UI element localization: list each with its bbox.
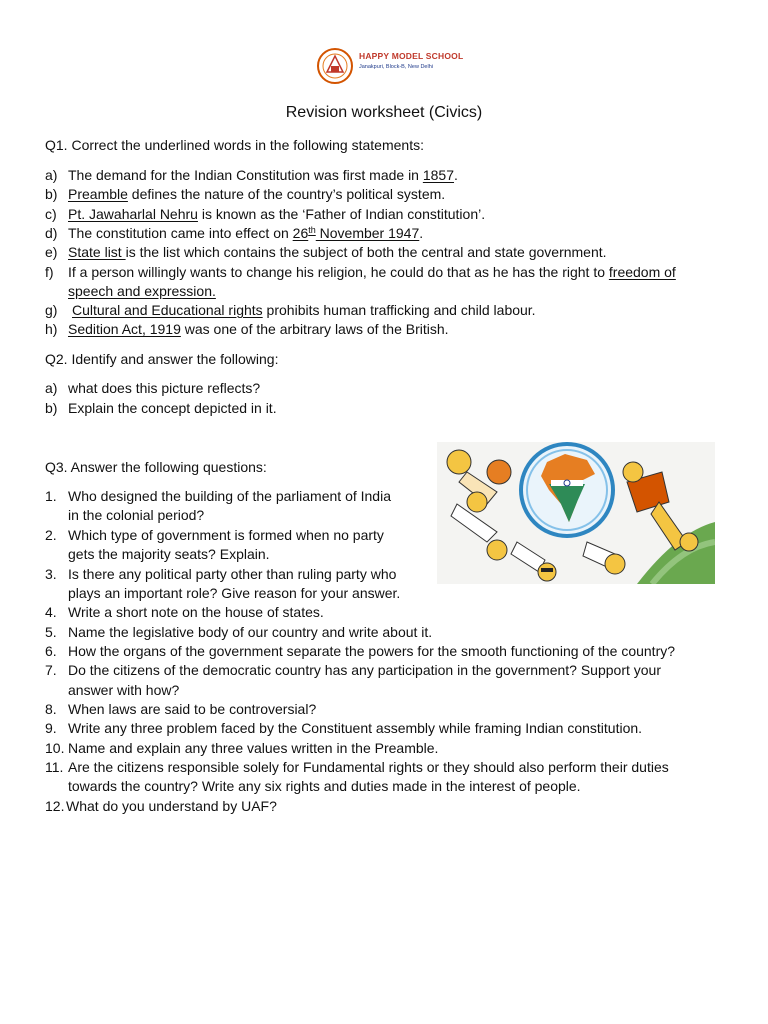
q3-item-label: 8.	[45, 701, 57, 717]
q1-item-label: c)	[45, 206, 57, 222]
q2-item: Explain the concept depicted in it.	[68, 400, 277, 416]
q2-item-label: b)	[45, 400, 58, 416]
q1-item: The constitution came into effect on 26th November 1947.	[68, 225, 424, 241]
children-around-india-map-illustration-icon	[437, 442, 715, 584]
q3-item-label: 4.	[45, 604, 57, 620]
q3-item: Are the citizens responsible solely for Fundamental rights or they should also perform their duties	[68, 759, 669, 775]
q2-item: what does this picture reflects?	[68, 380, 261, 396]
q1-item: If a person willingly wants to change his religion, he could do that as he has the right to freedom of	[68, 264, 676, 280]
q1-item-label: g)	[45, 302, 58, 318]
q3-item-continuation: answer with how?	[68, 682, 180, 698]
q3-item: What do you understand by UAF?	[66, 798, 277, 814]
q3-item: Which type of government is formed when no party	[68, 527, 384, 543]
school-logo	[315, 44, 465, 88]
q3-item: How the organs of the government separate the powers for the smooth functioning of the country?	[68, 643, 676, 659]
q1-item: Cultural and Educational rights prohibits human trafficking and child labour.	[72, 302, 536, 318]
q3-item-continuation: towards the country? Write any six rights and duties made in the interest of people.	[68, 778, 581, 794]
q3-item: Name and explain any three values written in the Preamble.	[68, 740, 439, 756]
q1-item: Sedition Act, 1919 was one of the arbitrary laws of the British.	[68, 321, 449, 337]
q1-item: The demand for the Indian Constitution was first made in 1857.	[68, 167, 458, 183]
q3-item-label: 1.	[45, 488, 57, 504]
school-name: HAPPY MODEL SCHOOL	[359, 51, 464, 61]
q2-item-label: a)	[45, 380, 58, 396]
school-address: Janakpuri, Block-B, New Delhi	[359, 64, 433, 70]
q1-item-label: e)	[45, 244, 58, 260]
q3-item: Is there any political party other than ruling party who	[68, 566, 397, 582]
q1-item-continuation: speech and expression.	[68, 283, 216, 299]
unity-in-diversity-picture	[437, 442, 715, 584]
q3-item-label: 3.	[45, 566, 57, 582]
q3-item-label: 11.	[45, 759, 64, 775]
q3-item-label: 9.	[45, 720, 57, 736]
q1-heading: Q1. Correct the underlined words in the following statements:	[45, 137, 424, 153]
q1-item-label: b)	[45, 186, 58, 202]
q3-item-continuation: gets the majority seats? Explain.	[68, 546, 270, 562]
q3-item-label: 10.	[45, 740, 65, 756]
q3-item: Write a short note on the house of states.	[68, 604, 324, 620]
q1-item-label: f)	[45, 264, 54, 280]
q1-item-label: a)	[45, 167, 58, 183]
q3-item-label: 6.	[45, 643, 57, 659]
page-title: Revision worksheet (Civics)	[285, 104, 483, 121]
q3-item-label: 5.	[45, 624, 57, 640]
q3-heading: Q3. Answer the following questions:	[45, 459, 267, 475]
q3-item-label: 12.	[45, 798, 65, 814]
q1-item: Pt. Jawaharlal Nehru is known as the ‘Father of Indian constitution’.	[68, 206, 486, 222]
school-emblem-icon	[315, 44, 355, 88]
q3-item-label: 7.	[45, 662, 57, 678]
q2-heading: Q2. Identify and answer the following:	[45, 351, 279, 367]
q3-item: Who designed the building of the parliament of India	[68, 488, 391, 504]
q3-item-continuation: in the colonial period?	[68, 507, 205, 523]
q3-item-label: 2.	[45, 527, 57, 543]
q1-item-label: h)	[45, 321, 58, 337]
q3-item: Do the citizens of the democratic country has any participation in the government? Support your	[68, 662, 661, 678]
q3-item: Name the legislative body of our country and write about it.	[68, 624, 433, 640]
q1-item: Preamble defines the nature of the country’s political system.	[68, 186, 446, 202]
q3-item-continuation: plays an important role? Give reason for your answer.	[68, 585, 401, 601]
q3-item: Write any three problem faced by the Constituent assembly while framing Indian constitution.	[68, 720, 643, 736]
q3-item: When laws are said to be controversial?	[68, 701, 317, 717]
q1-item: State list is the list which contains the subject of both the central and state government.	[68, 244, 607, 260]
q1-item-label: d)	[45, 225, 58, 241]
